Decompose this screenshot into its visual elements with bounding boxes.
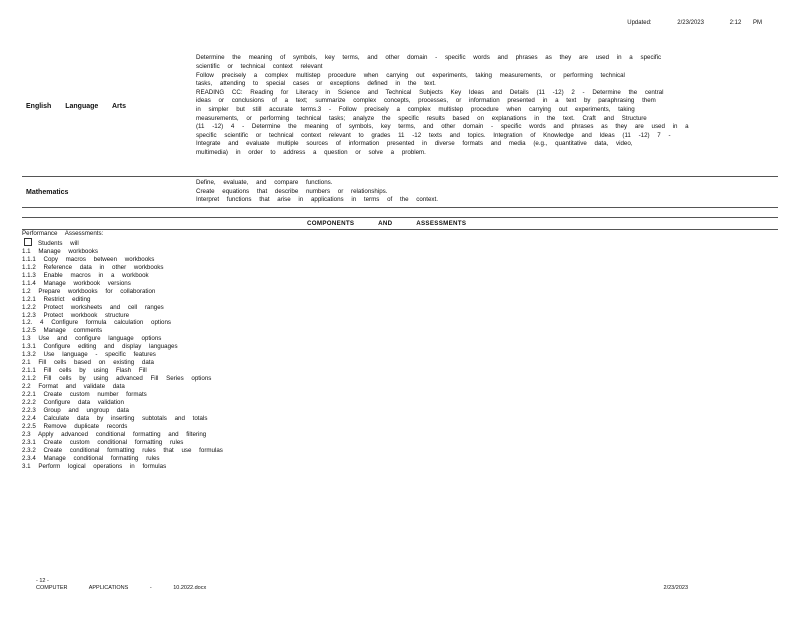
standards-line: (11 -12) 4 - Determine the meaning of symbols, key terms, and other domain - specific words and phrases as they are used in a bbox=[196, 123, 689, 131]
outline-line: 2.2 Format and validate data bbox=[22, 383, 125, 391]
standards-line: Determine the meaning of symbols, key terms, and other domain - specific words and phrases as they are used in a specific bbox=[196, 54, 662, 62]
updated-stamp bbox=[613, 20, 762, 26]
standards-text-ela bbox=[194, 36, 778, 177]
footer-filename: COMPUTER APPLICATIONS - 10.2022.docx bbox=[36, 585, 207, 591]
standards-line: READING CC: Reading for Literacy in Science and Technical Subjects Key Ideas and Details (11 -12) 2 - Determine the central bbox=[196, 88, 664, 96]
standards-line: ideas or conclusions of a text; summarize complex concepts, processes, or information presented in a text by paraphrasing them bbox=[196, 97, 656, 105]
outline-line: 2.1 Fill cells based on existing data bbox=[22, 359, 154, 367]
standards-line: Create equations that describe numbers or relationships. bbox=[196, 187, 388, 195]
outline-line: 1.2 Prepare workbooks for collaboration bbox=[22, 287, 156, 295]
outline-line: 1.2.2 Protect worksheets and cell ranges bbox=[22, 303, 164, 311]
outline-line: 2.2.3 Group and ungroup data bbox=[22, 406, 129, 414]
standards-line: Define, evaluate, and compare functions. bbox=[196, 179, 333, 187]
standards-line: in simpler but still accurate terms.3 - Follow precisely a complex multistep procedure when carrying out experiments, taking bbox=[196, 106, 635, 113]
outline-line: 1.3 Use and configure language options bbox=[22, 335, 162, 343]
outline-line: 2.1.1 Fill cells by using Flash Fill bbox=[22, 367, 147, 375]
updated-date: 2/23/2023 bbox=[677, 20, 704, 26]
outline-line: 1.3.2 Use language - specific features bbox=[22, 351, 156, 359]
outline-line: 1.1.2 Reference data in other workbooks bbox=[22, 263, 164, 271]
outline-line: 1.1.3 Enable macros in a workbook bbox=[22, 271, 149, 279]
outline-line-bulleted bbox=[22, 238, 762, 248]
outline-line: 2.2.4 Calculate data by inserting subtotals and totals bbox=[22, 414, 208, 422]
standards-line: specific scientific or technical context relevant to grades 11 -12 texts and topics. Integration of Knowledge and Ideas (11 -12) 7 - bbox=[196, 131, 671, 139]
outline-line: 3.1 Perform logical operations in formulas bbox=[22, 462, 167, 470]
page-footer bbox=[36, 578, 736, 592]
standards-line: scientific or technical context relevant bbox=[196, 63, 323, 71]
standards-line: Follow precisely a complex multistep procedure when carrying out experiments, taking measurements, or performing technical bbox=[196, 71, 625, 79]
section-heading: COMPONENTS AND ASSESSMENTS bbox=[307, 220, 467, 227]
standards-line: multimedia) in order to address a question or solve a problem. bbox=[196, 148, 426, 156]
outline-line: 2.3.1 Create custom conditional formatting rules bbox=[22, 438, 184, 446]
outline-line: 1.2.1 Restrict editing bbox=[22, 295, 91, 303]
outline-line: 2.2.1 Create custom number formats bbox=[22, 391, 147, 399]
outline-line: 1.1.1 Copy macros between workbooks bbox=[22, 255, 155, 263]
standards-row-math bbox=[22, 177, 778, 208]
checkbox-bullet-icon bbox=[24, 238, 32, 246]
page-number: - 12 - bbox=[36, 578, 49, 584]
outline-line: 1.2. 4 Configure formula calculation options bbox=[22, 319, 172, 327]
outline-line: 1.3.1 Configure editing and display languages bbox=[22, 343, 178, 351]
standards-line: measurements, or performing technical tasks; analyze the specific results based on explanations in the text. Craft and Structure bbox=[196, 114, 647, 122]
updated-time: 2:12 PM bbox=[729, 20, 762, 26]
subject-ela: English Language Arts bbox=[22, 36, 194, 177]
outline-line: 2.3 Apply advanced conditional formatting and filtering bbox=[22, 430, 207, 438]
outline-line: 2.3.4 Manage conditional formatting rules bbox=[22, 454, 160, 462]
subject-math: Mathematics bbox=[22, 177, 194, 208]
assessment-outline bbox=[22, 230, 762, 471]
outline-line: 2.2.2 Configure data validation bbox=[22, 399, 124, 407]
updated-label: Updated: bbox=[627, 20, 652, 26]
footer-date: 2/23/2023 bbox=[663, 585, 688, 591]
standards-line: tasks, attending to special cases or exceptions defined in the text. bbox=[196, 80, 436, 88]
outline-line: 2.3.2 Create conditional formatting rules that use formulas bbox=[22, 446, 223, 454]
outline-line: 2.2.5 Remove duplicate records bbox=[22, 422, 128, 430]
outline-line: 1.1.4 Manage workbook versions bbox=[22, 279, 131, 287]
outline-line: Performance Assessments: bbox=[22, 230, 104, 237]
outline-line: 2.1.2 Fill cells by using advanced Fill Series options bbox=[22, 375, 212, 383]
outline-line: 1.2.5 Manage comments bbox=[22, 327, 103, 335]
standards-row-ela bbox=[22, 36, 778, 177]
standards-line: Integrate and evaluate multiple sources of information presented in diverse formats and media (e.g., quantitative data, video, bbox=[196, 140, 633, 148]
outline-line: 1.2.3 Protect workbook structure bbox=[22, 311, 130, 319]
outline-line: 1.1 Manage workbooks bbox=[22, 247, 98, 255]
outline-text: Students will bbox=[38, 239, 79, 247]
standards-text-math bbox=[194, 177, 778, 208]
standards-line: Interpret functions that arise in applications in terms of the context. bbox=[196, 196, 438, 204]
standards-table bbox=[22, 36, 778, 208]
section-heading-bar bbox=[22, 217, 778, 230]
